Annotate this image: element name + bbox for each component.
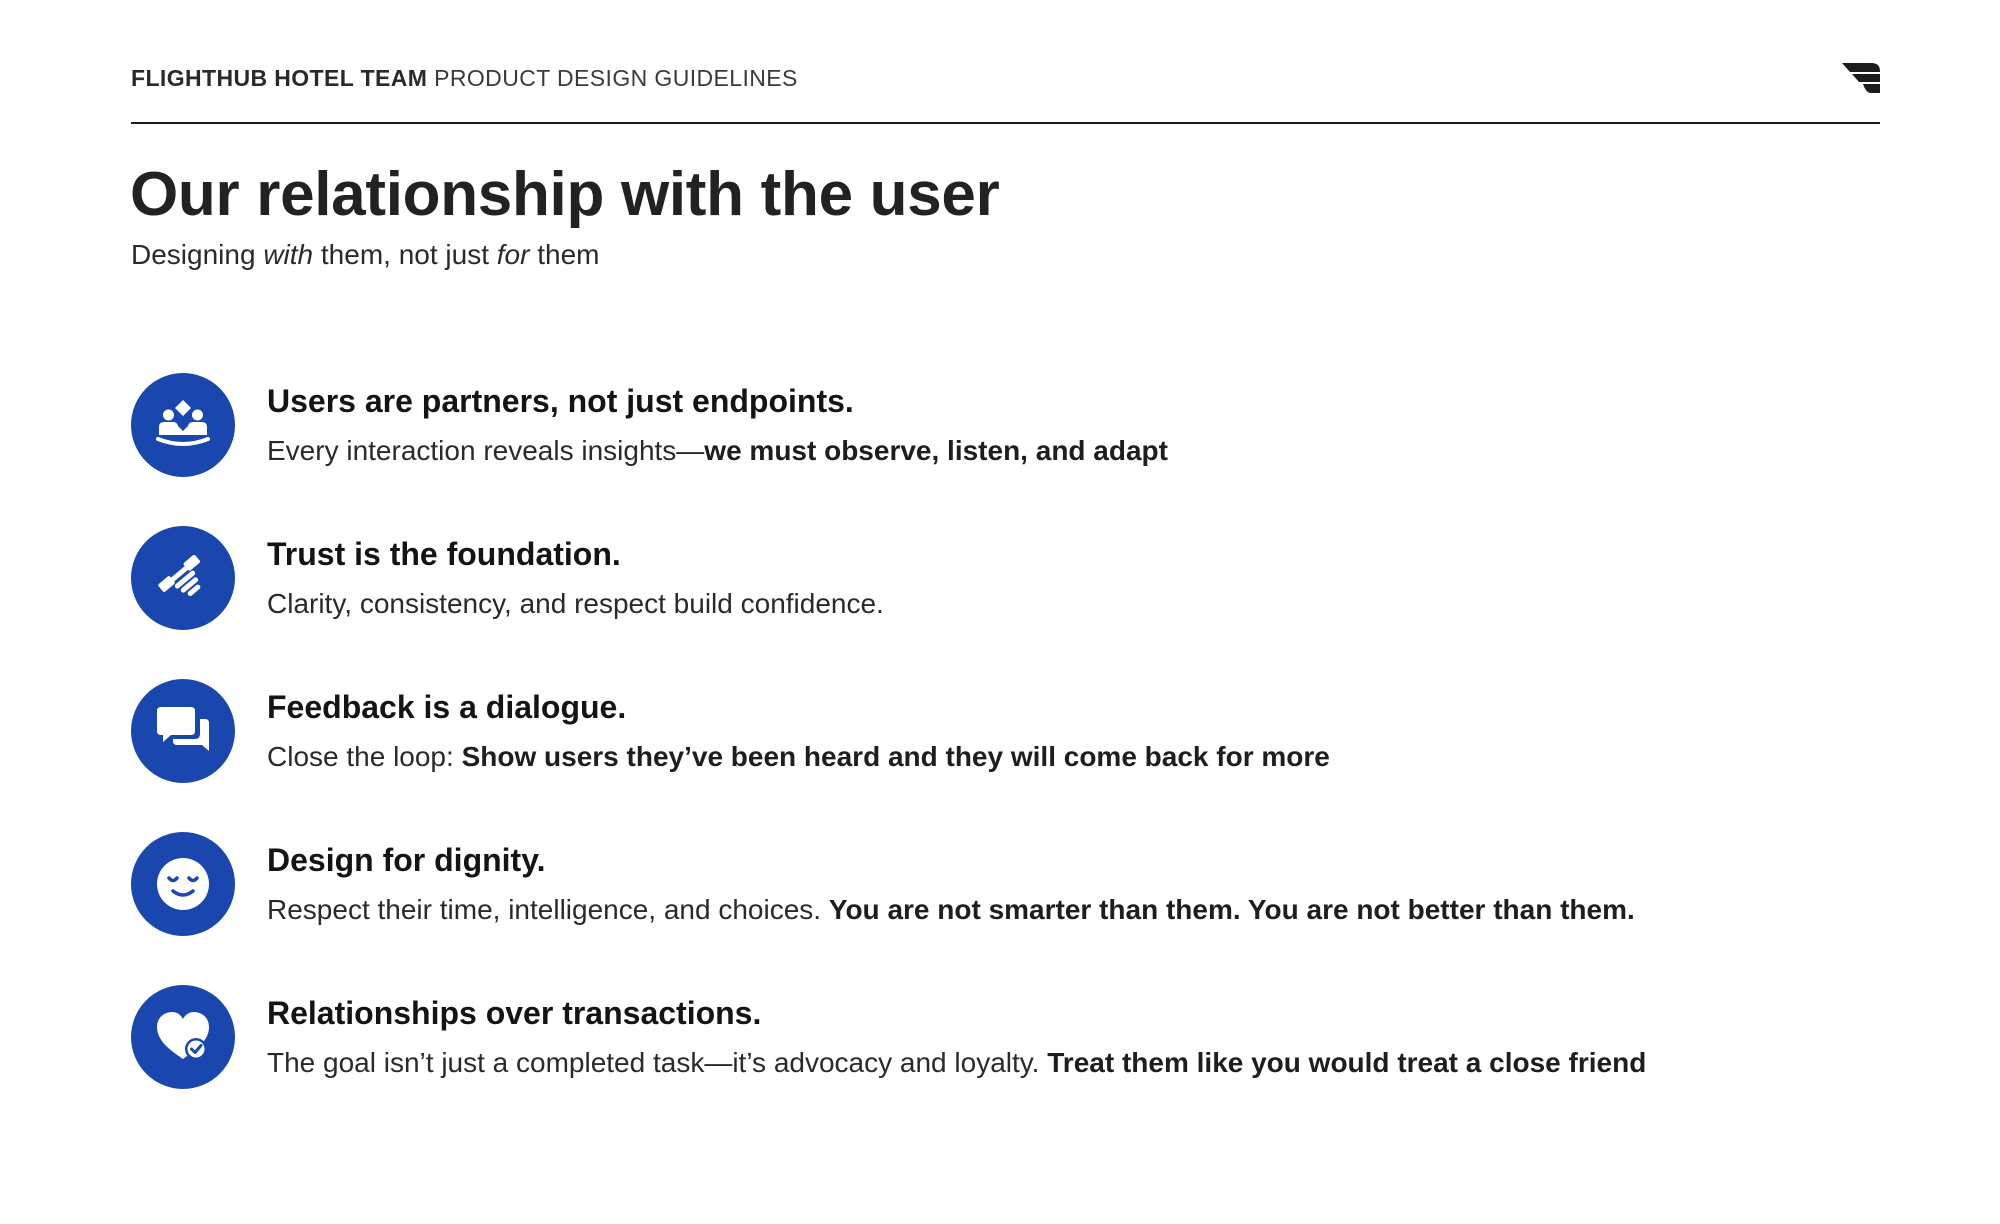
principle-title: Users are partners, not just endpoints. [267,383,854,419]
icon-badge [131,985,235,1089]
description-emphasis: You are not smarter than them. You are not better than them. [828,894,1635,925]
chat-bubbles-icon [155,703,211,759]
principle-item [131,526,1880,679]
subtitle-emphasis: with [263,239,314,270]
description-text: Every interaction reveals insights— [267,435,705,466]
calm-face-icon [155,856,211,912]
principle-description [267,1045,1646,1081]
icon-badge [131,526,235,630]
icon-badge [131,679,235,783]
principle-description [267,739,1330,775]
document-title: PRODUCT DESIGN GUIDELINES [434,65,798,91]
description-emphasis: Show users they’ve been heard and they will come back for more [461,741,1330,772]
principle-item [131,832,1880,985]
principle-description [267,586,884,622]
description-text: The goal isn’t just a completed task—it’s advocacy and loyalty. [267,1047,1048,1078]
principle-item [131,373,1880,526]
principle-title: Trust is the foundation. [267,536,621,572]
heart-check-icon [155,1009,211,1065]
icon-badge [131,832,235,936]
team-name: FLIGHTHUB HOTEL TEAM [131,65,428,91]
description-emphasis: Treat them like you would treat a close friend [1047,1047,1647,1078]
header-title [131,62,798,94]
subtitle-text: Designing [131,239,264,270]
description-text: Clarity, consistency, and respect build confidence. [267,588,884,619]
icon-badge [131,373,235,477]
principle-item [131,985,1880,1138]
principle-title: Design for dignity. [267,842,546,878]
subtitle-text: them, not just [313,239,497,270]
principle-description [267,433,1168,469]
subtitle-text: them [529,239,600,270]
description-text: Close the loop: [267,741,462,772]
description-emphasis: we must observe, listen, and adapt [704,435,1168,466]
users-partners-icon [155,397,211,453]
page-subtitle [131,236,599,274]
page-title: Our relationship with the user [130,160,1000,229]
principle-title: Relationships over transactions. [267,995,762,1031]
page-header [131,62,1880,124]
description-text: Respect their time, intelligence, and choices. [267,894,829,925]
principles-list [131,373,1880,1138]
subtitle-emphasis: for [496,239,530,270]
flighthub-logo-icon [1842,63,1880,93]
principle-description [267,892,1635,928]
principle-title: Feedback is a dialogue. [267,689,627,725]
principle-item [131,679,1880,832]
handshake-icon [155,550,211,606]
